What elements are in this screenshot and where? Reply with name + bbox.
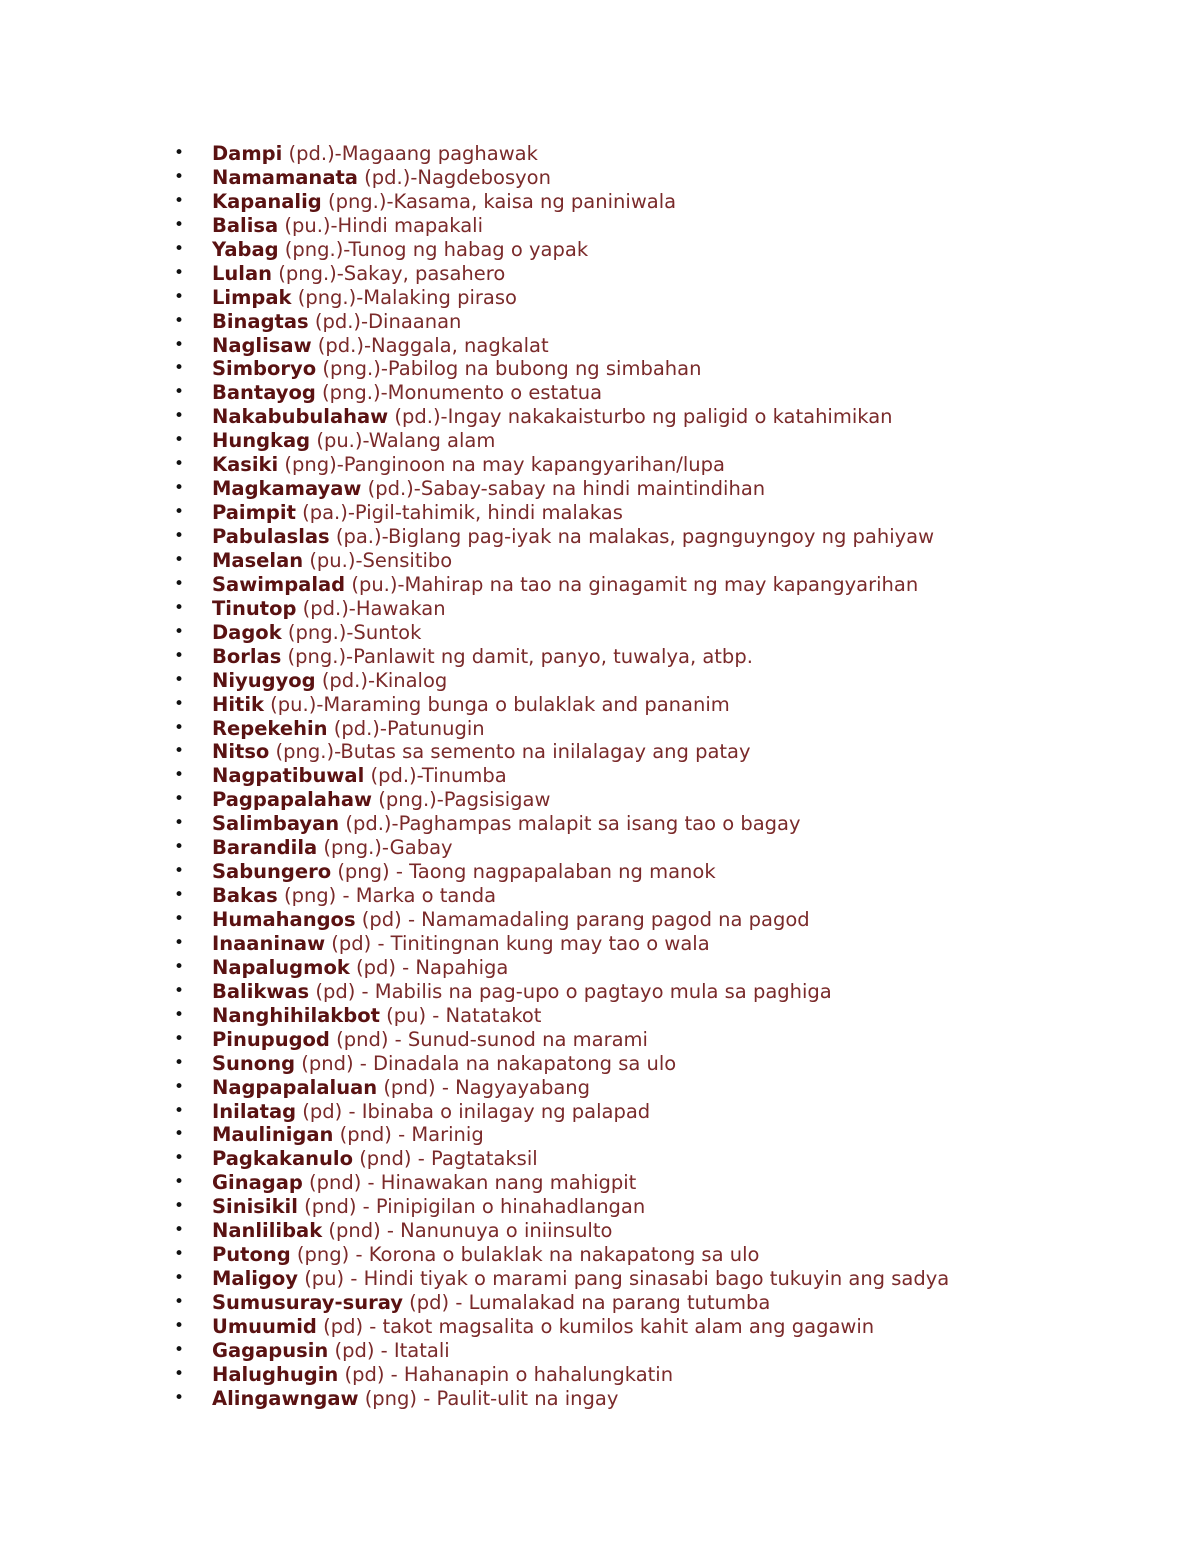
entry-term: Inilatag	[212, 1099, 297, 1123]
bullet-icon: •	[174, 358, 185, 379]
entry-term: Sawimpalad	[212, 572, 346, 596]
entry-definition: (pnd) - Hinawakan nang mahigpit	[302, 1171, 637, 1195]
entry-term: Ginagap	[212, 1171, 303, 1195]
entry-term: Halughugin	[212, 1362, 339, 1386]
entry-definition: (pd.)-Nagdebosyon	[357, 165, 551, 189]
bullet-icon: •	[174, 310, 185, 331]
list-item	[172, 1195, 949, 1219]
list-item	[172, 1052, 949, 1076]
bullet-icon: •	[174, 166, 185, 187]
entry-term: Namamanata	[212, 165, 358, 189]
bullet-icon: •	[174, 1052, 185, 1073]
entry-term: Niyugyog	[212, 668, 316, 692]
bullet-icon: •	[174, 837, 185, 858]
entry-definition: (png) - Taong nagpapalaban ng manok	[331, 860, 716, 884]
list-item	[172, 1291, 949, 1315]
list-item	[172, 357, 949, 381]
entry-term: Bakas	[212, 884, 278, 908]
list-item	[172, 932, 949, 956]
list-item	[172, 166, 949, 190]
entry-term: Kapanalig	[212, 189, 322, 213]
entry-definition: (png.)-Pabilog na bubong ng simbahan	[316, 357, 702, 381]
list-item	[172, 788, 949, 812]
bullet-icon: •	[174, 645, 185, 666]
entry-definition: (pnd) - Pinipigilan o hinahadlangan	[297, 1195, 646, 1219]
entry-term: Pabulaslas	[212, 525, 330, 548]
entry-definition: (pd.)-Patunugin	[327, 716, 485, 740]
bullet-icon: •	[174, 789, 185, 810]
list-item	[172, 1147, 949, 1171]
entry-term: Maselan	[212, 548, 304, 572]
entry-term: Bantayog	[212, 381, 316, 405]
entry-definition: (pu) - Hindi tiyak o marami pang sinasabi bago tukuyin ang sadya	[298, 1267, 950, 1291]
entry-definition: (png.)-Sakay, pasahero	[272, 261, 506, 285]
entry-definition: (pnd) - Marinig	[333, 1123, 484, 1147]
bullet-icon: •	[174, 669, 185, 690]
entry-definition: (png) - Paulit-ulit na ingay	[358, 1386, 619, 1410]
entry-definition: (png)-Panginoon na may kapangyarihan/lupa	[278, 453, 725, 477]
list-item	[172, 597, 949, 621]
entry-definition: (pu.)-Mahirap na tao na ginagamit ng may kapangyarihan	[345, 572, 919, 596]
bullet-icon: •	[174, 502, 185, 523]
list-item	[172, 238, 949, 262]
list-item	[172, 1339, 949, 1363]
list-item	[172, 980, 949, 1004]
bullet-icon: •	[174, 1124, 185, 1145]
list-item	[172, 1315, 949, 1339]
entry-definition: (pd.)-Kinalog	[315, 668, 448, 692]
entry-term: Maligoy	[212, 1267, 298, 1291]
list-item	[172, 190, 949, 214]
list-item	[172, 1100, 949, 1124]
entry-term: Pagkakanulo	[212, 1147, 353, 1171]
list-item	[172, 262, 949, 286]
bullet-icon: •	[174, 238, 185, 259]
entry-term: Sinisikil	[212, 1195, 298, 1219]
bullet-icon: •	[174, 813, 185, 834]
bullet-icon: •	[174, 1244, 185, 1265]
list-item	[172, 429, 949, 453]
entry-term: Pinupugod	[212, 1027, 330, 1051]
entry-term: Repekehin	[212, 716, 328, 740]
entry-term: Nakabubulahaw	[212, 405, 389, 429]
list-item	[172, 214, 949, 238]
list-item	[172, 836, 949, 860]
entry-term: Magkamayaw	[212, 477, 362, 501]
entry-term: Napalugmok	[212, 955, 350, 979]
list-item	[172, 1076, 949, 1100]
entry-definition: (png.)-Butas sa semento na inilalagay ang patay	[269, 740, 751, 764]
list-item	[172, 525, 949, 549]
entry-definition: (pd) - Napahiga	[349, 955, 509, 979]
bullet-icon: •	[174, 1363, 185, 1384]
list-item	[172, 573, 949, 597]
bullet-icon: •	[174, 956, 185, 977]
entry-definition: (png.)-Monumento o estatua	[315, 381, 603, 405]
bullet-icon: •	[174, 1028, 185, 1049]
list-item	[172, 142, 949, 166]
entry-definition: (pd.)-Dinaanan	[308, 309, 462, 333]
bullet-icon: •	[174, 1339, 185, 1360]
entry-definition: (png.)-Gabay	[317, 836, 453, 860]
entry-definition: (pnd) - Pagtataksil	[353, 1147, 538, 1171]
entry-definition: (pu.)-Walang alam	[310, 429, 496, 453]
bullet-icon: •	[174, 406, 185, 427]
entry-definition: (pd) - takot magsalita o kumilos kahit alam ang gagawin	[316, 1314, 875, 1338]
entry-definition: (png.)-Tunog ng habag o yapak	[278, 237, 589, 261]
bullet-icon: •	[174, 717, 185, 738]
entry-term: Paimpit	[212, 501, 296, 525]
entry-definition: (pd) - Hahanapin o hahalungkatin	[338, 1362, 674, 1386]
entry-term: Naglisaw	[212, 333, 312, 357]
list-item	[172, 956, 949, 980]
entry-definition: (pd) - Tinitingnan kung may tao o wala	[325, 931, 710, 955]
entry-term: Nanghihilakbot	[212, 1003, 380, 1027]
entry-definition: (pa.)-Pigil-tahimik, hindi malakas	[295, 501, 623, 525]
entry-term: Nitso	[212, 740, 270, 764]
entry-definition: (png.)-Panlawit ng damit, panyo, tuwalya, atbp.	[281, 644, 753, 668]
entry-term: Balikwas	[212, 979, 310, 1003]
list-item	[172, 1004, 949, 1028]
bullet-icon: •	[174, 262, 185, 283]
list-item	[172, 669, 949, 693]
bullet-icon: •	[174, 190, 185, 211]
list-item	[172, 1123, 949, 1147]
bullet-icon: •	[174, 526, 185, 546]
entry-term: Simboryo	[212, 357, 317, 381]
list-item	[172, 645, 949, 669]
entry-definition: (png.)-Pagsisigaw	[372, 788, 551, 812]
bullet-icon: •	[174, 454, 185, 475]
entry-definition: (pd) - Mabilis na pag-upo o pagtayo mula sa paghiga	[309, 979, 832, 1003]
entry-definition: (pu) - Natatakot	[379, 1003, 542, 1027]
list-item	[172, 310, 949, 334]
entry-term: Salimbayan	[212, 812, 340, 836]
entry-definition: (pd.)-Magaang paghawak	[282, 142, 538, 165]
entry-definition: (pnd) - Nanunuya o iniinsulto	[322, 1219, 613, 1243]
bullet-icon: •	[174, 1076, 185, 1097]
bullet-icon: •	[174, 214, 185, 235]
bullet-icon: •	[174, 932, 185, 953]
bullet-icon: •	[174, 430, 185, 451]
list-item	[172, 1219, 949, 1243]
list-item	[172, 1171, 949, 1195]
entry-term: Barandila	[212, 836, 318, 860]
entry-term: Maulinigan	[212, 1123, 334, 1147]
list-item	[172, 286, 949, 310]
entry-term: Gagapusin	[212, 1338, 329, 1362]
bullet-icon: •	[174, 909, 185, 929]
entry-term: Pagpapalahaw	[212, 788, 373, 812]
entry-definition: (pnd) - Dinadala na nakapatong sa ulo	[295, 1051, 677, 1075]
list-item	[172, 860, 949, 884]
bullet-icon: •	[174, 1148, 185, 1169]
entry-term: Tinutop	[212, 596, 297, 620]
entry-definition: (png) - Marka o tanda	[277, 884, 497, 908]
entry-term: Nagpatibuwal	[212, 764, 365, 788]
bullet-icon: •	[174, 765, 185, 786]
list-item	[172, 812, 949, 836]
entry-definition: (pd.)-Naggala, nagkalat	[311, 333, 549, 357]
entry-definition: (pa.)-Biglang pag-iyak na malakas, pagnguyngoy ng pahiyaw	[329, 525, 935, 548]
bullet-icon: •	[174, 143, 185, 163]
entry-definition: (png.)-Malaking piraso	[291, 285, 517, 309]
list-item	[172, 1243, 949, 1267]
entry-definition: (pu.)-Hindi mapakali	[278, 213, 483, 237]
entry-definition: (pd) - Itatali	[328, 1338, 450, 1362]
entry-definition: (pd) - Namamadaling parang pagod na pagod	[355, 908, 810, 931]
bullet-icon: •	[174, 1387, 185, 1408]
list-item	[172, 884, 949, 908]
entry-definition: (pd.)-Ingay nakakaisturbo ng paligid o katahimikan	[388, 405, 893, 429]
bullet-icon: •	[174, 1004, 185, 1025]
bullet-icon: •	[174, 286, 185, 307]
list-item	[172, 717, 949, 741]
entry-term: Yabag	[212, 237, 279, 261]
entry-term: Balisa	[212, 213, 279, 237]
entry-term: Binagtas	[212, 309, 309, 333]
entry-definition: (png.)-Kasama, kaisa ng paniniwala	[321, 189, 677, 213]
entry-definition: (pd.)-Hawakan	[296, 596, 446, 620]
bullet-icon: •	[174, 621, 185, 642]
entry-term: Umuumid	[212, 1314, 317, 1338]
entry-term: Hungkag	[212, 429, 311, 453]
bullet-icon: •	[174, 549, 185, 570]
bullet-icon: •	[174, 980, 185, 1001]
entry-definition: (pd.)-Tinumba	[364, 764, 507, 788]
entry-term: Kasiki	[212, 453, 279, 477]
bullet-icon: •	[174, 1220, 185, 1241]
entry-term: Dagok	[212, 620, 282, 644]
list-item	[172, 764, 949, 788]
bullet-icon: •	[174, 741, 185, 762]
entry-definition: (pd) - Lumalakad na parang tutumba	[402, 1291, 771, 1314]
list-item	[172, 1363, 949, 1387]
list-item	[172, 621, 949, 645]
glossary-list	[172, 142, 949, 1411]
entry-definition: (png.)-Suntok	[281, 620, 422, 644]
list-item	[172, 740, 949, 764]
bullet-icon: •	[174, 1100, 185, 1121]
entry-term: Limpak	[212, 285, 292, 309]
bullet-icon: •	[174, 1172, 185, 1193]
entry-definition: (pnd) - Nagyayabang	[377, 1075, 591, 1099]
list-item	[172, 453, 949, 477]
entry-definition: (pu.)-Sensitibo	[303, 548, 453, 572]
list-item	[172, 1028, 949, 1052]
list-item	[172, 501, 949, 525]
bullet-icon: •	[174, 1315, 185, 1336]
entry-definition: (png) - Korona o bulaklak na nakapatong sa ulo	[290, 1243, 760, 1267]
list-item	[172, 549, 949, 573]
entry-term: Sabungero	[212, 860, 332, 884]
bullet-icon: •	[174, 478, 185, 499]
entry-term: Inaaninaw	[212, 931, 326, 955]
entry-term: Nanlilibak	[212, 1219, 323, 1243]
entry-term: Dampi	[212, 142, 283, 165]
list-item	[172, 477, 949, 501]
bullet-icon: •	[174, 573, 185, 594]
entry-term: Borlas	[212, 644, 282, 668]
list-item	[172, 405, 949, 429]
entry-term: Sunong	[212, 1051, 296, 1075]
bullet-icon: •	[174, 861, 185, 882]
entry-term: Alingawngaw	[212, 1386, 359, 1410]
list-item	[172, 1267, 949, 1291]
bullet-icon: •	[174, 1196, 185, 1217]
entry-definition: (pd.)-Paghampas malapit sa isang tao o bagay	[339, 812, 801, 836]
bullet-icon: •	[174, 1268, 185, 1289]
entry-term: Hitik	[212, 692, 264, 716]
list-item	[172, 381, 949, 405]
entry-definition: (pd) - Ibinaba o inilagay ng palapad	[296, 1099, 651, 1123]
bullet-icon: •	[174, 1292, 185, 1312]
entry-term: Humahangos	[212, 908, 356, 931]
list-item	[172, 908, 949, 932]
entry-term: Putong	[212, 1243, 291, 1267]
bullet-icon: •	[174, 885, 185, 906]
list-item	[172, 1387, 949, 1411]
list-item	[172, 693, 949, 717]
entry-term: Nagpapalaluan	[212, 1075, 378, 1099]
entry-definition: (pd.)-Sabay-sabay na hindi maintindihan	[361, 477, 766, 501]
entry-definition: (pu.)-Maraming bunga o bulaklak and pananim	[263, 692, 730, 716]
list-item	[172, 334, 949, 358]
entry-term: Sumusuray-suray	[212, 1291, 403, 1314]
entry-term: Lulan	[212, 261, 273, 285]
bullet-icon: •	[174, 334, 185, 355]
bullet-icon: •	[174, 597, 185, 618]
entry-definition: (pnd) - Sunud-sunod na marami	[329, 1027, 648, 1051]
bullet-icon: •	[174, 693, 185, 714]
bullet-icon: •	[174, 382, 185, 403]
